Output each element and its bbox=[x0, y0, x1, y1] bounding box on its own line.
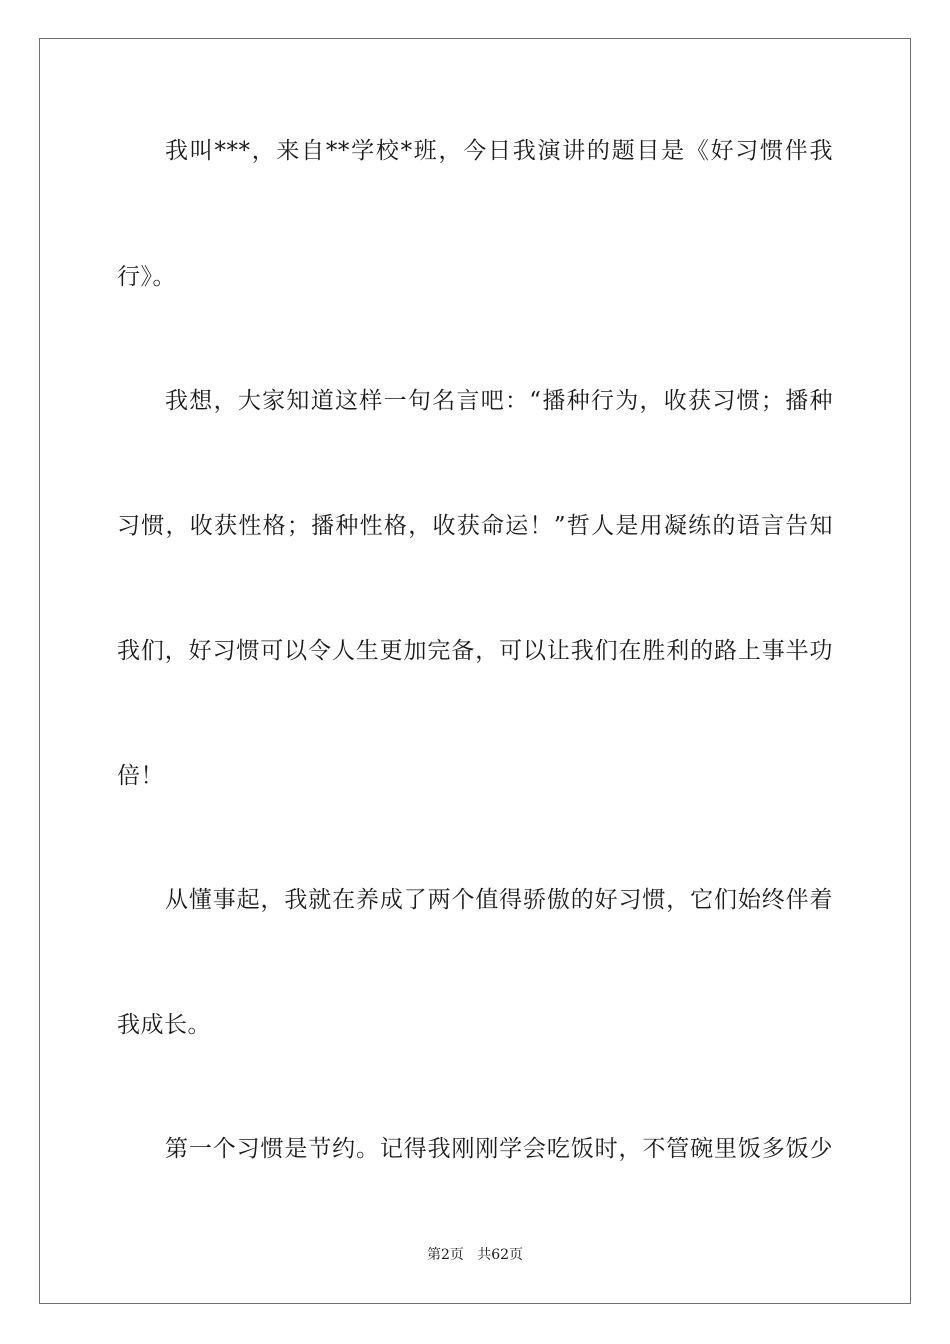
paragraph-4-line-1: 第一个习惯是节约。记得我刚刚学会吃饭时，不管碗里饭多饭少 bbox=[165, 1136, 833, 1162]
paragraph-3-line-1: 从懂事起，我就在养成了两个值得骄傲的好习惯，它们始终伴着 bbox=[165, 887, 833, 913]
paragraph-3-line-2: 我成长。 bbox=[117, 1012, 211, 1038]
page-border bbox=[39, 38, 911, 1304]
paragraph-2-line-2: 习惯，收获性格；播种性格，收获命运！”哲人是用凝练的语言告知 bbox=[117, 513, 833, 539]
paragraph-1-line-2: 行》。 bbox=[117, 264, 176, 290]
paragraph-1-line-1: 我叫***，来自**学校*班，今日我演讲的题目是《好习惯伴我 bbox=[165, 138, 833, 164]
paragraph-2-line-3: 我们，好习惯可以令人生更加完备，可以让我们在胜利的路上事半功 bbox=[117, 638, 833, 664]
paragraph-2-line-1: 我想，大家知道这样一句名言吧：“播种行为，收获习惯；播种 bbox=[165, 388, 833, 414]
page-number-footer: 第2页 共62页 bbox=[426, 1247, 524, 1263]
paragraph-2-line-4: 倍！ bbox=[117, 763, 164, 789]
